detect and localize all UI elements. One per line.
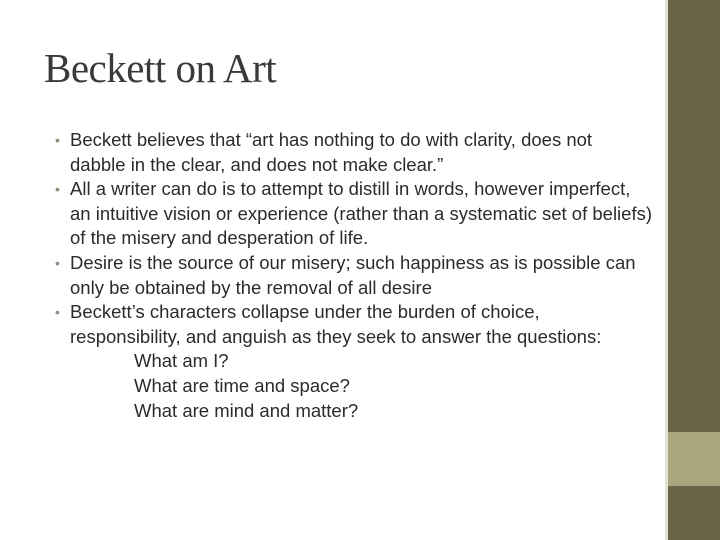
question-item: What are time and space?	[134, 374, 350, 396]
question-item: What am I?	[134, 350, 229, 372]
bullet-text: Beckett believes that “art has nothing to do with clarity, does not dabble in the clear, and does not make clear.”	[70, 129, 593, 175]
bullet-dot-icon: •	[55, 132, 60, 148]
question-item: What are mind and matter?	[134, 399, 359, 421]
slide-content	[52, 128, 652, 423]
bullet-dot-icon: •	[55, 254, 60, 271]
bullet-item	[52, 300, 652, 423]
bullet-text: All a writer can do is to attempt to distill in words, however imperfect, an intuitive vision or experience (rather than a systematic set of beliefs) of the misery and desperation of life.	[70, 178, 653, 249]
slide-title: Beckett on Art	[44, 45, 277, 91]
sidebar-block-accent	[668, 432, 720, 486]
bullet-item	[52, 251, 652, 300]
bullet-dot-icon: •	[55, 181, 60, 198]
bullet-dot-icon: •	[55, 304, 60, 321]
bullet-item	[52, 128, 652, 177]
bullet-item	[52, 177, 652, 251]
sidebar-block-bottom	[668, 486, 720, 540]
bullet-list	[52, 128, 652, 423]
bullet-text: Beckett’s characters collapse under the burden of choice, responsibility, and anguish as they seek to answer the questions:	[70, 301, 602, 347]
decorative-sidebar	[665, 0, 720, 540]
bullet-text: Desire is the source of our misery; such happiness as is possible can only be obtained by the removal of all desire	[70, 251, 636, 298]
sidebar-block-top	[668, 0, 720, 432]
question-list	[70, 349, 652, 423]
